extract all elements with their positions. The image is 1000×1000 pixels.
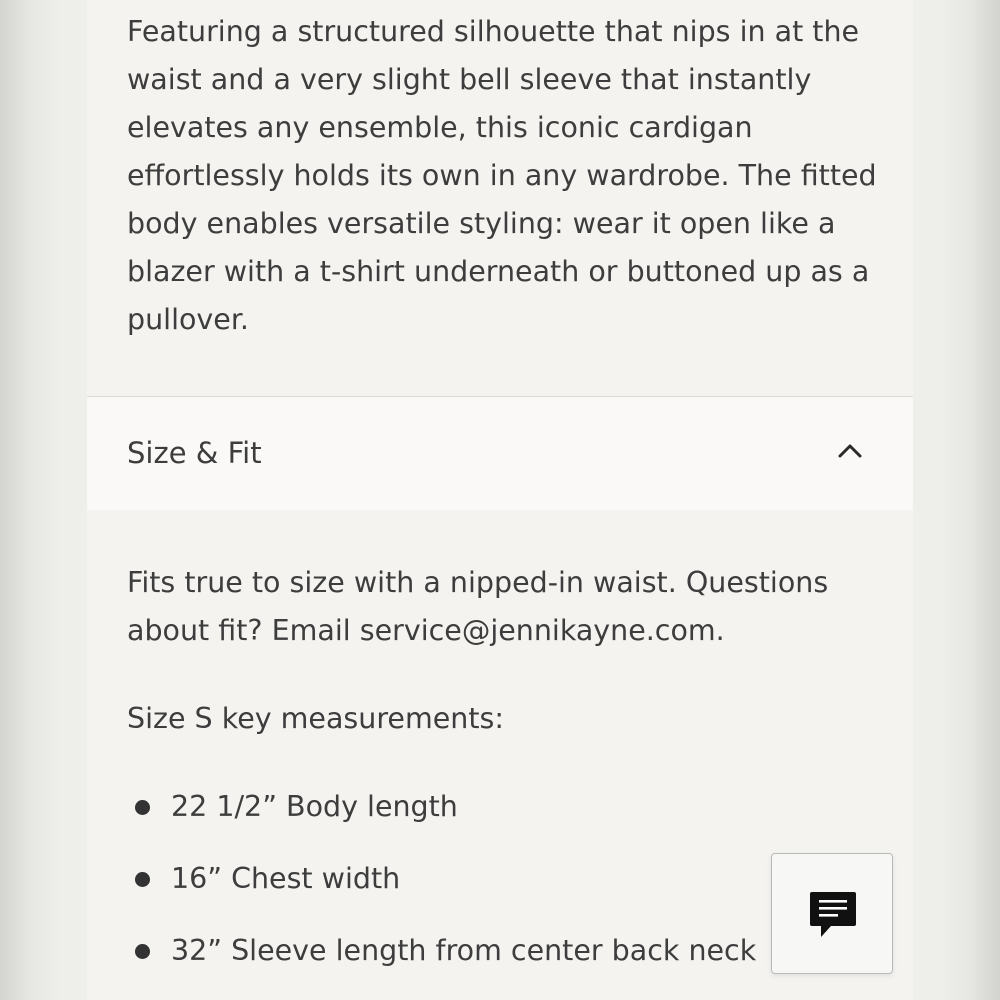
measurement-text: 32” Sleeve length from center back neck	[171, 934, 757, 967]
bullet-icon	[135, 800, 150, 815]
list-item	[127, 927, 756, 975]
bullet-icon	[135, 944, 150, 959]
measurements-heading: Size S key measurements:	[127, 702, 504, 735]
list-item	[127, 855, 756, 903]
measurements-list	[127, 783, 756, 999]
product-description: Featuring a structured silhouette that nips in at the waist and a very slight bell sleeve that instantly elevates any ensemble, this iconic cardigan effortlessly holds its own in any wardrobe. The fitted body enables versatile styling: wear it open like a blazer with a t-shirt underneath or buttoned up as a pullover.	[127, 15, 877, 336]
product-details-panel	[87, 0, 913, 1000]
accordion-title: Size & Fit	[127, 436, 262, 470]
list-item	[127, 783, 756, 831]
measurement-text: 16” Chest width	[171, 862, 401, 895]
chevron-up-icon[interactable]	[837, 441, 863, 459]
chat-button[interactable]	[771, 853, 893, 974]
bullet-icon	[135, 872, 150, 887]
size-fit-accordion-header[interactable]	[87, 396, 913, 510]
measurement-text: 22 1/2” Body length	[171, 790, 458, 823]
chat-bubble-icon	[809, 890, 857, 940]
fit-description: Fits true to size with a nipped-in waist. Questions about fit? Email service@jennikayne.com.	[127, 566, 829, 647]
